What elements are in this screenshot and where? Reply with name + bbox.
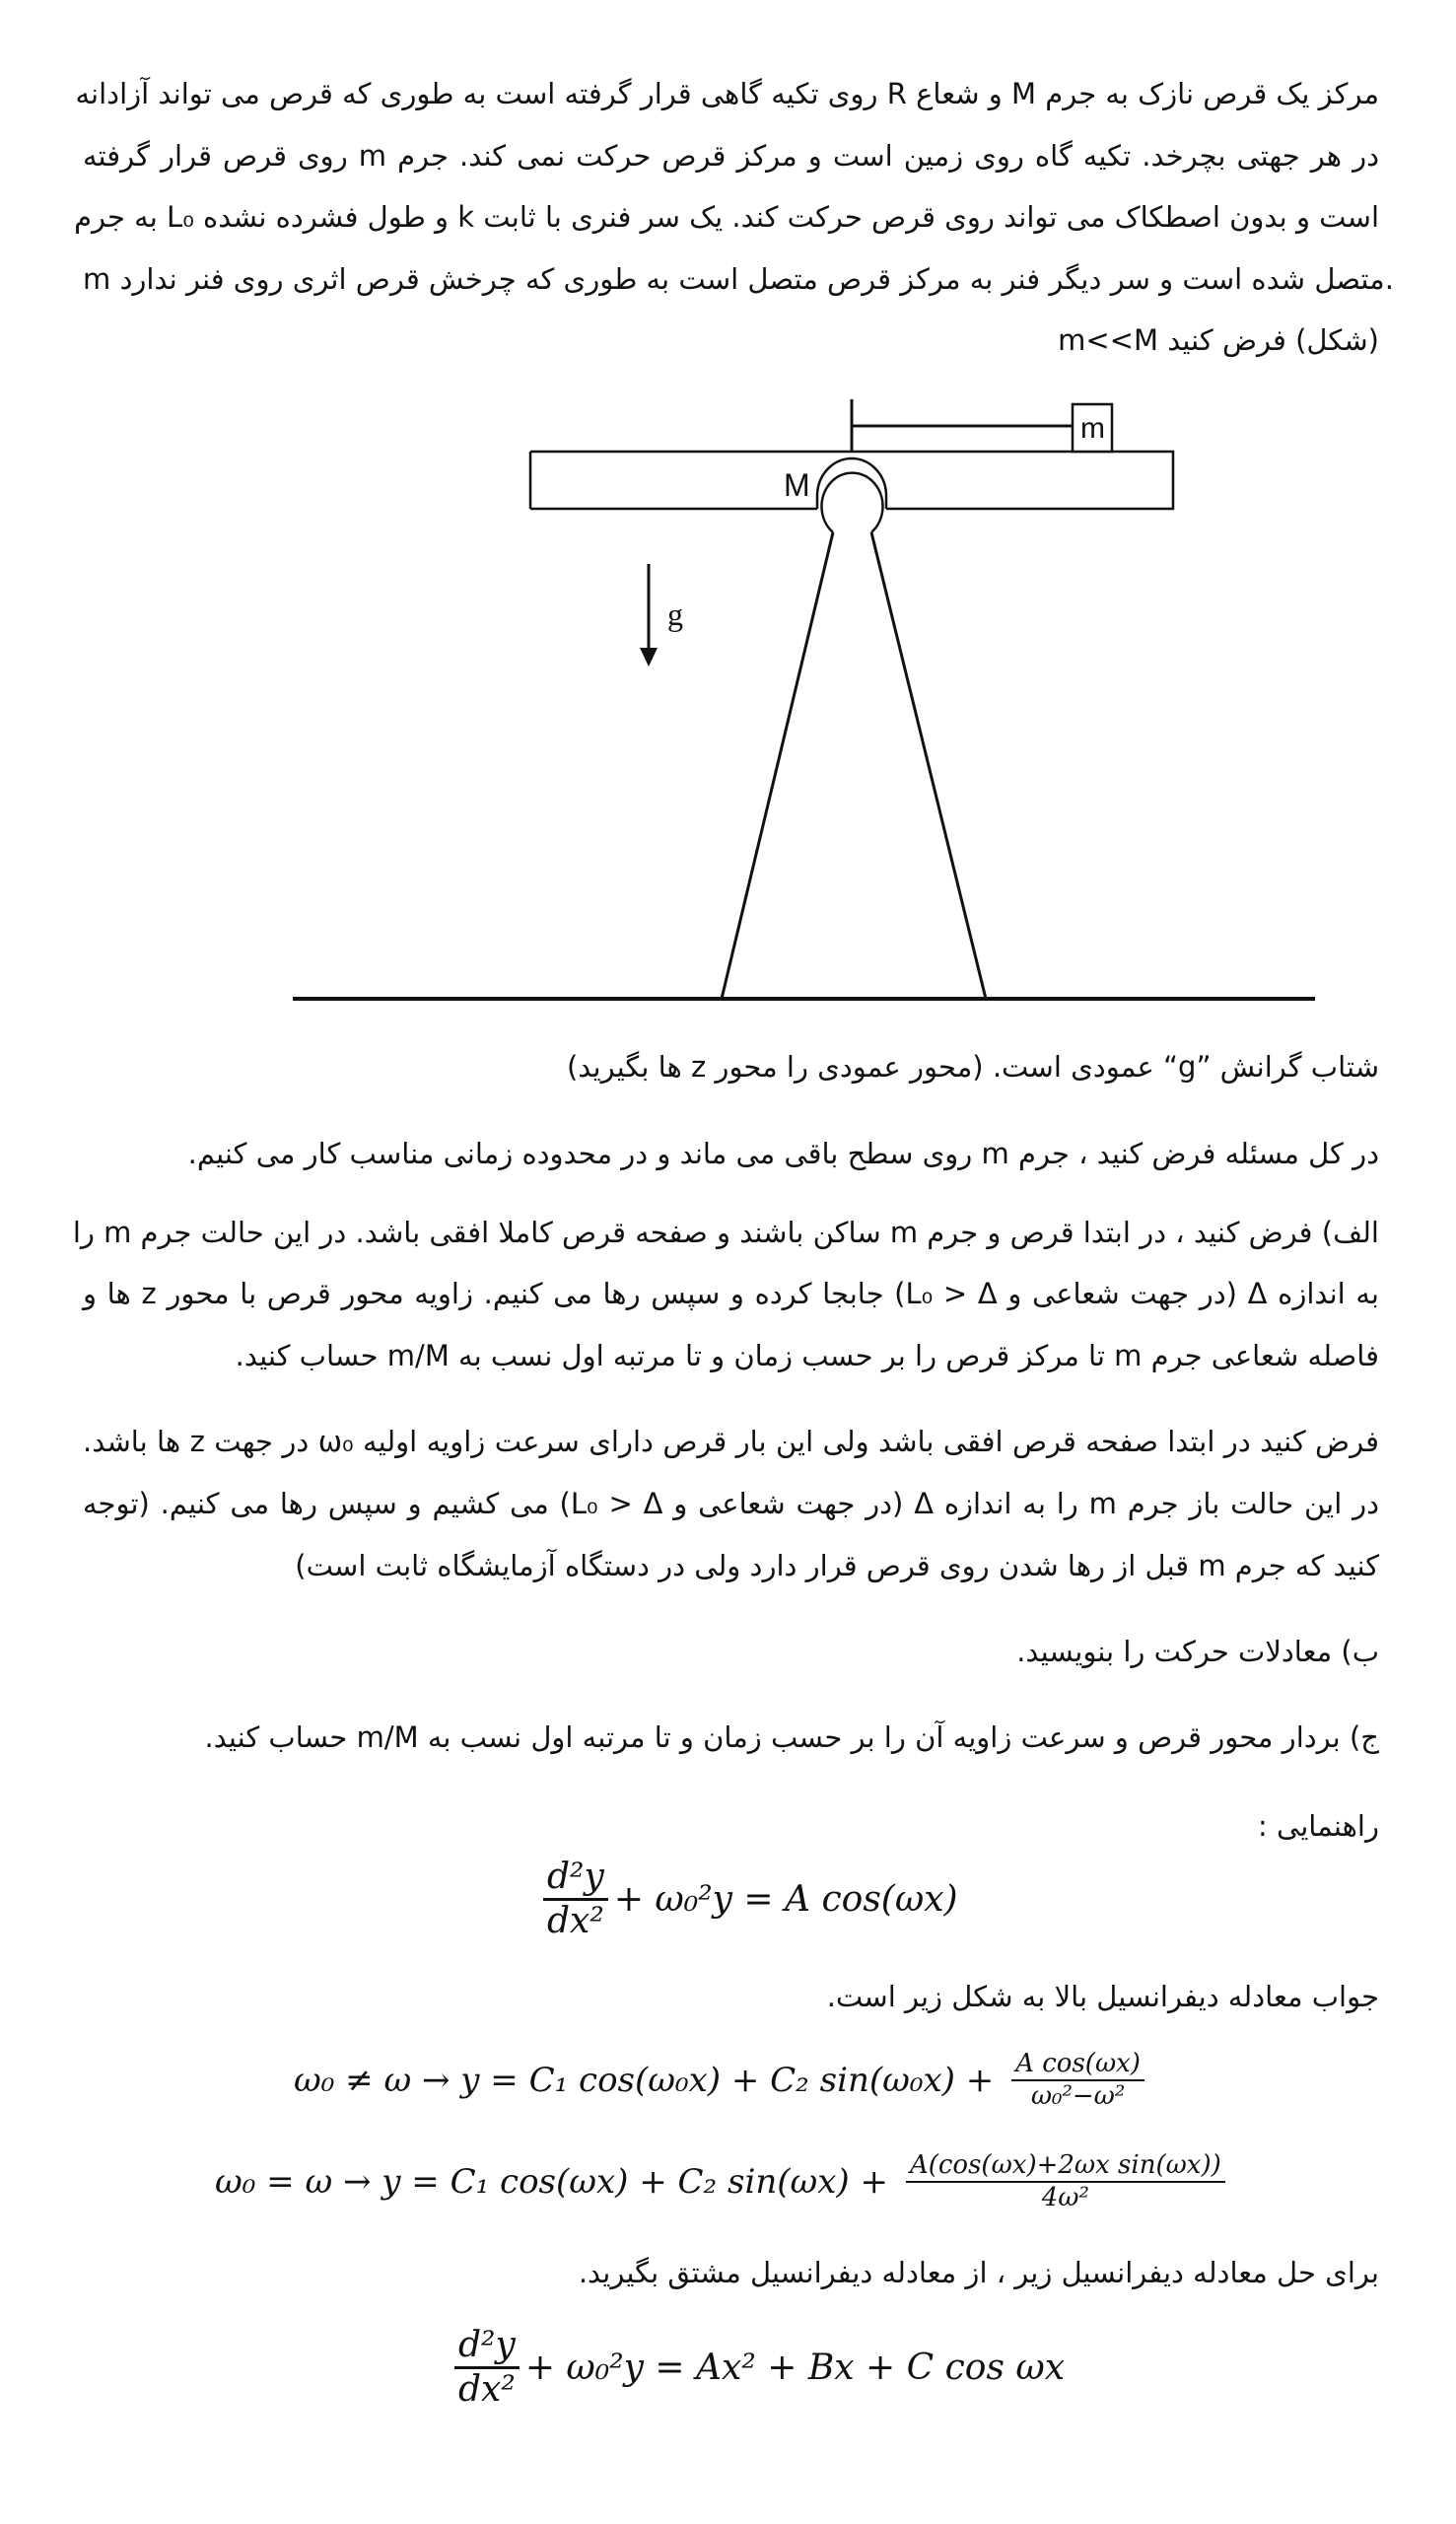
- solution-note: جواب معادله دیفرانسیل بالا به شکل زیر است.: [826, 1980, 1379, 2013]
- eq3-denominator: 4ω²: [1041, 2183, 1089, 2213]
- eq3-lhs: ω₀ = ω → y = C₁ cos(ωx) + C₂ sin(ωx) +: [215, 2162, 888, 2203]
- intro-line-4: m متصل شده است و سر دیگر فنر به مرکز قرص متصل است به طوری که چرخش قرص اثری روی فنر ندارد.: [83, 262, 1394, 296]
- part-a-line-3: فاصله شعاعی جرم m تا مرکز قرص را بر حسب زمان و تا مرتبه اول نسب به m/M حساب کنید.: [235, 1339, 1379, 1372]
- disc-on-pivot-figure: [0, 0, 1456, 1025]
- hint-label: راهنمایی :: [1258, 1809, 1379, 1843]
- gravity-arrow-head: [640, 648, 658, 666]
- eq1-rest: + ω₀²y = A cos(ωx): [613, 1878, 958, 1920]
- stand-left-leg: [722, 532, 833, 999]
- equation-3: [215, 2152, 1231, 2212]
- part-b-intro-line-1: فرض کنید در ابتدا صفحه قرص افقی باشد ولی این بار قرص دارای سرعت زاویه اولیه ω₀ در جهت z ها باشد.: [83, 1425, 1379, 1458]
- eq1-denominator: dx²: [547, 1900, 604, 1941]
- intro-line-3: است و بدون اصطکاک می تواند روی قرص حرکت کند. یک سر فنری با ثابت k و طول فشرده نشده L₀ به جرم: [74, 200, 1379, 234]
- eq2-denominator: ω₀²−ω²: [1030, 2081, 1126, 2112]
- stand-right-leg: [871, 532, 986, 999]
- equation-2: [294, 2051, 1150, 2111]
- part-b-intro-line-3: کنید که جرم m قبل از رها شدن روی قرص قرار دارد ولی در دستگاه آزمایشگاه ثابت است): [295, 1549, 1379, 1582]
- intro-line-5: (شکل) فرض کنید m<<M: [1058, 323, 1379, 357]
- equation-4: [449, 2327, 1065, 2409]
- derivative-note: برای حل معادله دیفرانسیل زیر ، از معادله دیفرانسیل مشتق بگیرید.: [578, 2256, 1379, 2289]
- eq2-numerator: A cos(ωx): [1011, 2051, 1144, 2081]
- mass-label: m: [1080, 412, 1105, 445]
- eq1-numerator: d²y: [543, 1858, 608, 1901]
- eq3-numerator: A(cos(ωx)+2ωx sin(ωx)): [906, 2152, 1225, 2183]
- eq4-denominator: dx²: [458, 2368, 516, 2410]
- part-c-question: ج) بردار محور قرص و سرعت زاویه آن را بر حسب زمان و تا مرتبه اول نسب به m/M حساب کنید.: [204, 1720, 1379, 1754]
- general-note: در کل مسئله فرض کنید ، جرم m روی سطح باقی می ماند و در محدوده زمانی مناسب کار می کنیم.: [187, 1137, 1379, 1170]
- part-a-line-2: به اندازه Δ (در جهت شعاعی و L₀ > Δ) جابجا کرده و سپس رها می کنیم. زاویه محور قرص با محور z ها و: [83, 1277, 1380, 1310]
- gravity-label: g: [667, 596, 683, 632]
- gravity-note: شتاب گرانش ”g“ عمودی است. (محور عمودی را محور z ها بگیرید): [566, 1050, 1379, 1084]
- part-b-question: ب) معادلات حرکت را بنویسید.: [1016, 1635, 1379, 1668]
- part-a-line-1: الف) فرض کنید ، در ابتدا قرص و جرم m ساکن باشند و صفحه قرص کاملا افقی باشد. در این حالت جرم m را: [72, 1216, 1379, 1249]
- eq4-numerator: d²y: [454, 2327, 520, 2369]
- eq4-rest: + ω₀²y = Ax² + Bx + C cos ωx: [524, 2347, 1066, 2388]
- part-b-intro-line-2: در این حالت باز جرم m را به اندازه Δ (در جهت شعاعی و L₀ > Δ) می کشیم و سپس رها می کنیم. (توجه: [83, 1487, 1379, 1520]
- equation-1: [537, 1858, 958, 1940]
- disc-label: M: [784, 467, 810, 503]
- intro-line-1: مرکز یک قرص نازک به جرم M و شعاع R روی تکیه گاهی قرار گرفته است به طوری که قرص می تواند آزادانه: [75, 77, 1379, 110]
- eq2-lhs: ω₀ ≠ ω → y = C₁ cos(ω₀x) + C₂ sin(ω₀x) +: [294, 2061, 995, 2101]
- intro-line-2: در هر جهتی بچرخد. تکیه گاه روی زمین است و مرکز قرص حرکت نمی کند. جرم m روی قرص قرار گرفته: [83, 139, 1380, 173]
